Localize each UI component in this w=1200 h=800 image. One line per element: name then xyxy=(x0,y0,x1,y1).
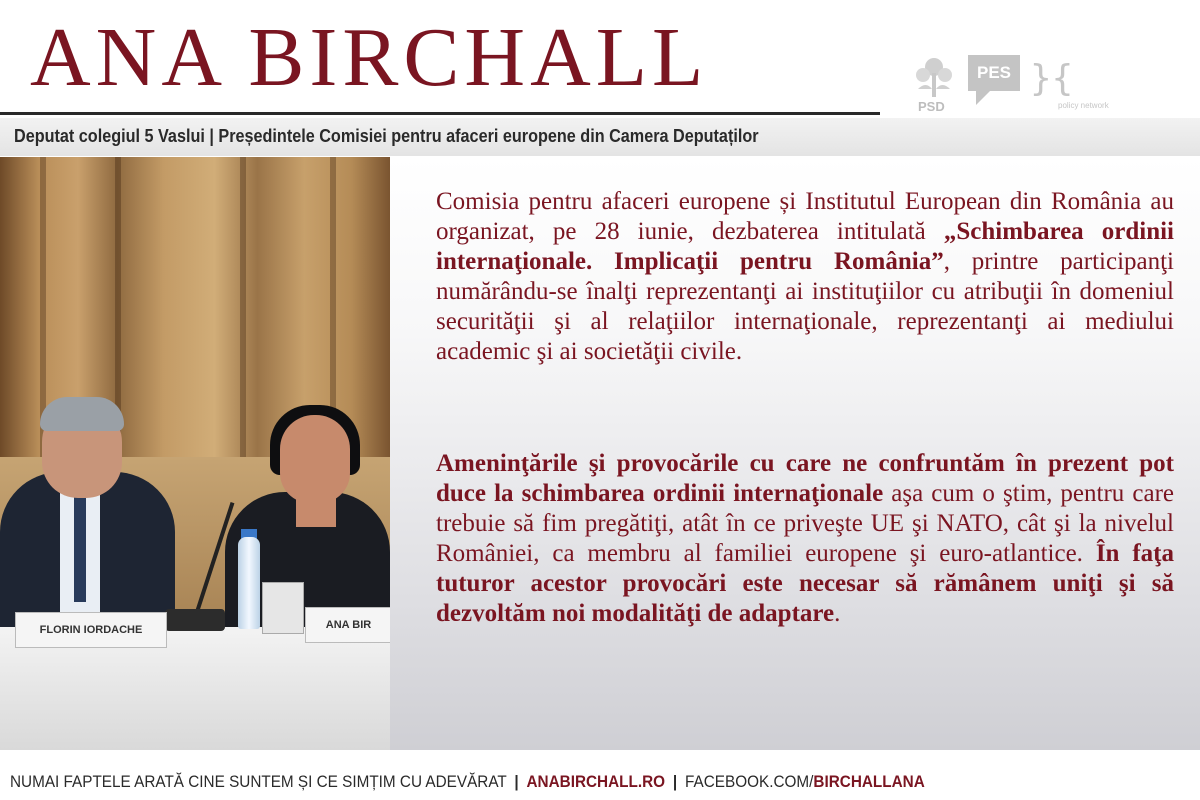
brace-icon: }{ xyxy=(1030,58,1074,99)
paragraph-1 xyxy=(436,187,1174,367)
footer-line xyxy=(10,772,925,792)
footer-motto: NUMAI FAPTELE ARATĂ CINE SUNTEM ȘI CE SIMȚIM CU ADEVĂRAT xyxy=(10,772,507,791)
laptop xyxy=(262,582,304,634)
footer-separator: | xyxy=(672,772,678,791)
policy-network-logo xyxy=(1030,55,1120,117)
header xyxy=(0,0,1200,118)
paragraph-2-end: . xyxy=(834,600,841,627)
facebook-handle: BIRCHALLANA xyxy=(813,772,925,791)
paragraph-2-bold-2: În faţa tuturor acestor provocări este necesar să rămânem uniţi şi să dezvoltăm noi modalităţi de adaptare xyxy=(436,540,1175,627)
debate-title: „Schimbarea ordinii internaţionale. Implicaţii pentru România” xyxy=(436,218,1175,275)
person-left-hair xyxy=(40,397,124,431)
paragraph-2-bold-1: Ameninţările şi provocările cu care ne confruntăm în prezent pot duce la schimbarea ordinii internaţionale xyxy=(436,450,1174,507)
paragraph-1-text-b: , printre participanţi numărându-se înalţi reprezentanţi ai instituţiilor cu atribuţii în domeniul securităţii şi al relaţiilor internaţionale, reprezentanţi ai mediului academic şi ai societăţii civile. xyxy=(436,248,1174,365)
text-panel xyxy=(390,157,1200,750)
rose-icon xyxy=(910,55,958,99)
wall-slat xyxy=(240,157,246,457)
water-bottle xyxy=(238,537,260,629)
microphone-base xyxy=(165,609,225,631)
footer xyxy=(0,764,1200,800)
psd-logo xyxy=(910,55,958,117)
facebook-link[interactable] xyxy=(685,772,925,791)
pes-logo xyxy=(968,55,1020,115)
facebook-prefix: FACEBOOK.COM/ xyxy=(685,772,814,791)
person-right-head xyxy=(280,415,350,503)
subtitle-bar xyxy=(0,118,1200,156)
pes-label: PES xyxy=(968,55,1020,91)
event-photo xyxy=(0,157,390,750)
page-title: ANA BIRCHALL xyxy=(30,11,709,104)
party-logos xyxy=(910,55,1190,117)
person-left-tie xyxy=(74,492,86,602)
paragraph-1-text-a: Comisia pentru afaceri europene și Institutul European din România au organizat, pe 28 iunie, dezbaterea intitulată xyxy=(436,188,1174,245)
paragraph-2-text: aşa cum o ştim, pentru care trebuie să fim pregătiţi, atât în ce priveşte UE şi NATO, cât şi la nivelul României, ca membru al familiei europene şi euro-atlantice. xyxy=(436,480,1174,567)
pes-bubble-tail xyxy=(976,91,990,105)
policy-network-label: policy network xyxy=(1058,101,1109,110)
website-link[interactable]: ANABIRCHALL.RO xyxy=(526,772,666,791)
psd-label: PSD xyxy=(918,99,945,114)
paragraph-2 xyxy=(436,449,1174,629)
nameplate-right: ANA BIR xyxy=(305,607,390,643)
subtitle: Deputat colegiul 5 Vaslui | Președintele Comisiei pentru afaceri europene din Camera Deputaților xyxy=(14,126,759,146)
title-rule xyxy=(0,112,880,115)
footer-separator: | xyxy=(514,772,519,791)
nameplate-left: FLORIN IORDACHE xyxy=(15,612,167,648)
